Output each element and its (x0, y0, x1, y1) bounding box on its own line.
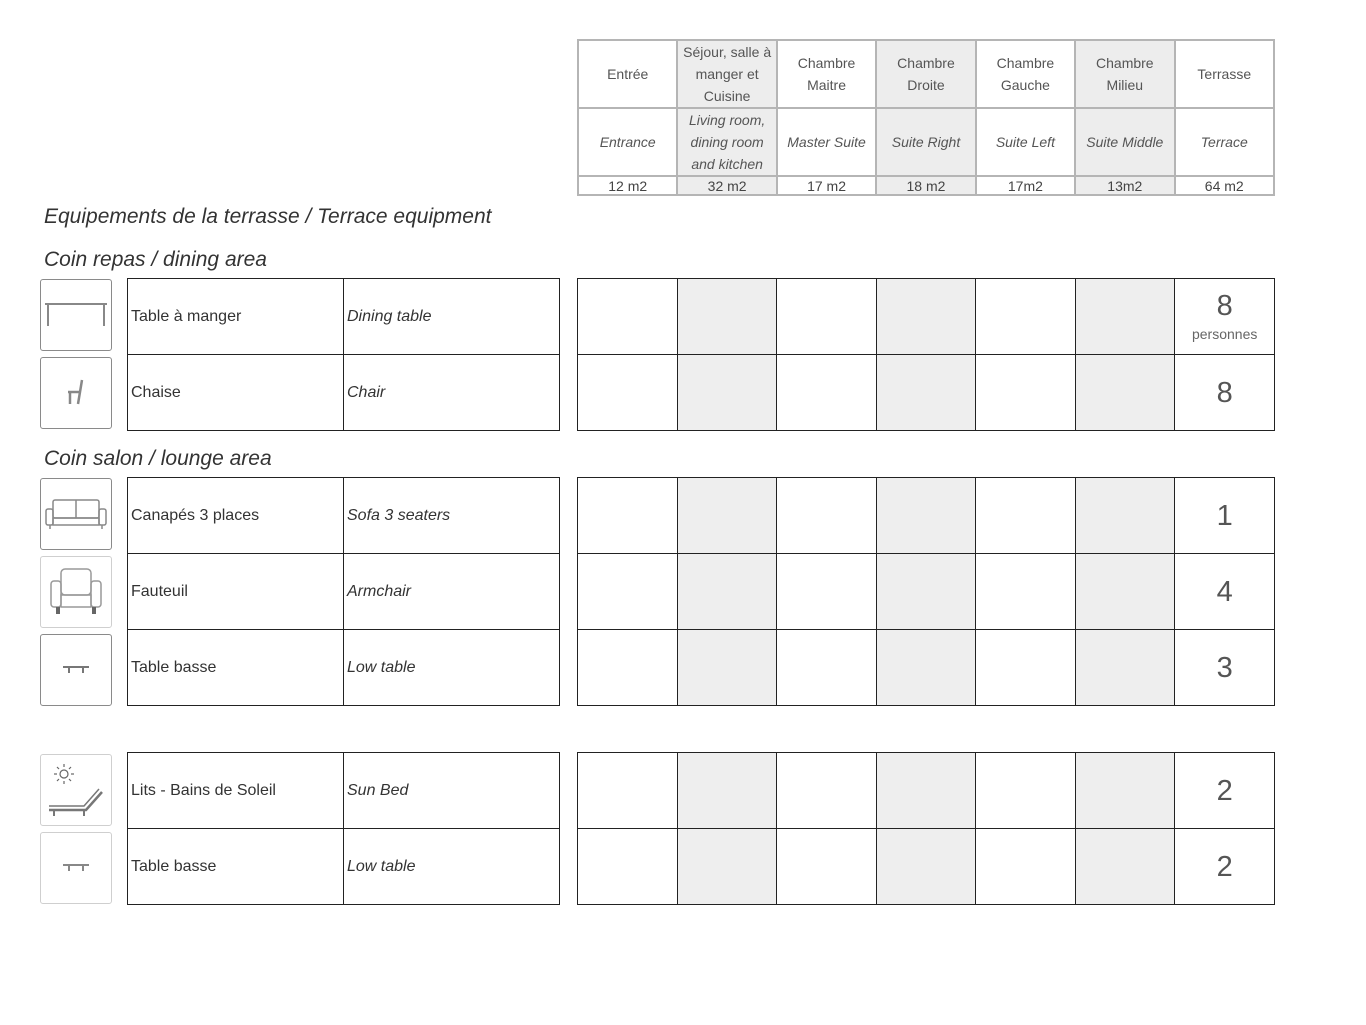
room-area-chambre-milieu: 13m2 (1075, 176, 1174, 195)
grid-cell (677, 829, 777, 905)
grid-cell (1075, 554, 1175, 630)
grid-cell (876, 478, 976, 554)
grid-cell (677, 478, 777, 554)
grid-cell (976, 554, 1076, 630)
room-fr-entree: Entrée (578, 40, 677, 108)
table-row (128, 829, 560, 905)
chair-icon (40, 357, 112, 429)
section-heading-lounge: Coin salon / lounge area (44, 447, 272, 470)
grid-cell (677, 279, 777, 355)
grid-cell (777, 554, 877, 630)
terrace-quantity-cell (1175, 753, 1275, 829)
rooms-header-table (577, 39, 1275, 196)
grid-cell (1075, 630, 1175, 706)
item-fr-label: Chaise (128, 355, 344, 431)
table-row (128, 279, 560, 355)
table-row (578, 478, 1275, 554)
lounge-label-table (127, 477, 560, 706)
quantity-value: 2 (1216, 774, 1233, 807)
sofa-icon (40, 478, 112, 550)
quantity-value: 2 (1216, 850, 1233, 883)
table-row (128, 630, 560, 706)
terrace-quantity-cell (1175, 279, 1275, 355)
grid-cell (677, 630, 777, 706)
grid-cell (976, 630, 1076, 706)
table-row (128, 355, 560, 431)
room-area-chambre-gauche: 17m2 (976, 176, 1075, 195)
quantity-value: 1 (1216, 499, 1233, 532)
room-fr-chambre-gauche: Chambre Gauche (976, 40, 1075, 108)
grid-cell (1075, 279, 1175, 355)
grid-cell (976, 279, 1076, 355)
item-en-label: Dining table (344, 279, 560, 355)
grid-cell (777, 829, 877, 905)
grid-cell (976, 829, 1076, 905)
item-fr-label: Table basse (128, 630, 344, 706)
room-fr-chambre-milieu: Chambre Milieu (1075, 40, 1174, 108)
quantity-unit: personnes (1191, 325, 1258, 342)
table-row (578, 829, 1275, 905)
item-fr-label: Lits - Bains de Soleil (128, 753, 344, 829)
room-en-suite-right: Suite Right (876, 108, 975, 176)
item-en-label: Low table (344, 630, 560, 706)
grid-cell (777, 279, 877, 355)
grid-cell (578, 753, 678, 829)
item-en-label: Armchair (344, 554, 560, 630)
grid-cell (976, 355, 1076, 431)
grid-cell (677, 753, 777, 829)
quantity-value: 8 (1216, 289, 1233, 322)
dining-quantity-grid (577, 278, 1275, 431)
grid-cell (578, 478, 678, 554)
terrace-quantity-cell (1175, 478, 1275, 554)
table-row (578, 630, 1275, 706)
room-fr-sejour: Séjour, salle à manger et Cuisine (677, 40, 776, 108)
room-en-master-suite: Master Suite (777, 108, 876, 176)
grid-cell (677, 355, 777, 431)
room-fr-terrasse: Terrasse (1175, 40, 1274, 108)
room-fr-chambre-maitre: Chambre Maitre (777, 40, 876, 108)
grid-cell (578, 279, 678, 355)
grid-cell (777, 355, 877, 431)
grid-cell (777, 478, 877, 554)
item-fr-label: Fauteuil (128, 554, 344, 630)
armchair-icon (40, 556, 112, 628)
grid-cell (578, 554, 678, 630)
room-area-chambre-maitre: 17 m2 (777, 176, 876, 195)
grid-cell (976, 753, 1076, 829)
grid-cell (777, 630, 877, 706)
grid-cell (578, 355, 678, 431)
item-en-label: Chair (344, 355, 560, 431)
terrace-quantity-cell (1175, 355, 1275, 431)
sun-label-table (127, 752, 560, 905)
dining-label-table (127, 278, 560, 431)
table-row (578, 355, 1275, 431)
grid-cell (1075, 478, 1175, 554)
room-area-entree: 12 m2 (578, 176, 677, 195)
table-row (128, 478, 560, 554)
room-fr-chambre-droite: Chambre Droite (876, 40, 975, 108)
grid-cell (876, 554, 976, 630)
grid-cell (976, 478, 1076, 554)
lounge-quantity-grid (577, 477, 1275, 706)
quantity-value: 3 (1216, 651, 1233, 684)
terrace-quantity-cell (1175, 630, 1275, 706)
grid-cell (1075, 829, 1175, 905)
item-en-label: Sofa 3 seaters (344, 478, 560, 554)
quantity-value: 8 (1216, 376, 1233, 409)
room-en-living: Living room, dining room and kitchen (677, 108, 776, 176)
item-en-label: Sun Bed (344, 753, 560, 829)
table-row (578, 554, 1275, 630)
room-en-entrance: Entrance (578, 108, 677, 176)
room-en-suite-middle: Suite Middle (1075, 108, 1174, 176)
table-row (128, 753, 560, 829)
grid-cell (876, 829, 976, 905)
room-en-terrace: Terrace (1175, 108, 1274, 176)
grid-cell (1075, 355, 1175, 431)
room-en-suite-left: Suite Left (976, 108, 1075, 176)
low-table-icon (40, 832, 112, 904)
item-fr-label: Canapés 3 places (128, 478, 344, 554)
room-area-terrasse: 64 m2 (1175, 176, 1274, 195)
item-fr-label: Table à manger (128, 279, 344, 355)
section-heading-dining: Coin repas / dining area (44, 248, 267, 271)
room-area-chambre-droite: 18 m2 (876, 176, 975, 195)
table-row (128, 554, 560, 630)
dining-table-icon (40, 279, 112, 351)
grid-cell (677, 554, 777, 630)
room-area-sejour: 32 m2 (677, 176, 776, 195)
grid-cell (777, 753, 877, 829)
terrace-quantity-cell (1175, 829, 1275, 905)
table-row (578, 753, 1275, 829)
grid-cell (876, 753, 976, 829)
sun-bed-icon (40, 754, 112, 826)
table-row (578, 279, 1275, 355)
grid-cell (1075, 753, 1175, 829)
grid-cell (876, 279, 976, 355)
sun-quantity-grid (577, 752, 1275, 905)
terrace-quantity-cell (1175, 554, 1275, 630)
grid-cell (876, 630, 976, 706)
grid-cell (578, 630, 678, 706)
grid-cell (876, 355, 976, 431)
item-en-label: Low table (344, 829, 560, 905)
page-title: Equipements de la terrasse / Terrace equipment (44, 205, 492, 228)
grid-cell (578, 829, 678, 905)
item-fr-label: Table basse (128, 829, 344, 905)
low-table-icon (40, 634, 112, 706)
quantity-value: 4 (1216, 575, 1233, 608)
